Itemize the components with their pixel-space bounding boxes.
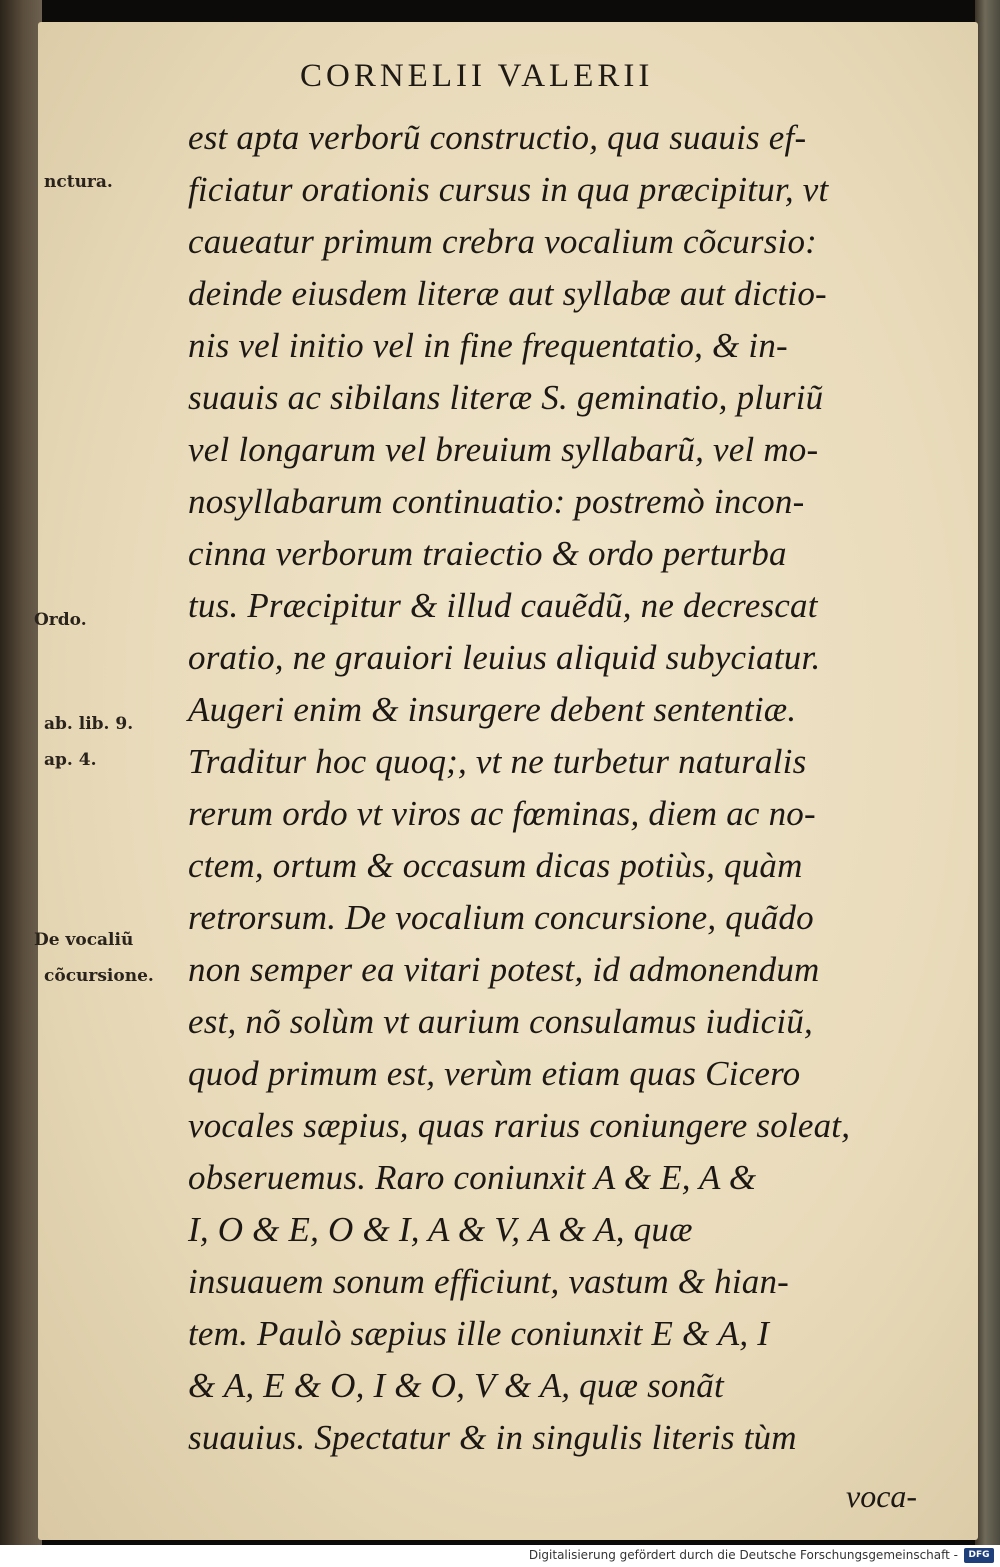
margin-note-cap: ap. 4. bbox=[44, 750, 97, 770]
text-line: cinna verborum traiectio & ordo perturba bbox=[188, 534, 787, 573]
digitization-footer bbox=[0, 1545, 1000, 1567]
book-right-edge bbox=[975, 0, 1000, 1545]
text-line: vocales sæpius, quas rarius coniungere soleat, bbox=[188, 1106, 851, 1145]
catchword: voca- bbox=[846, 1478, 918, 1514]
text-line: rerum ordo vt viros ac fœminas, diem ac no- bbox=[188, 794, 816, 833]
text-line: nis vel initio vel in fine frequentatio, & in- bbox=[188, 326, 788, 365]
text-line: suauis ac sibilans literæ S. geminatio, pluriũ bbox=[188, 378, 824, 417]
text-line: caueatur primum crebra vocalium cõcursio: bbox=[188, 222, 818, 261]
text-line: oratio, ne grauiori leuius aliquid subyciatur. bbox=[188, 638, 821, 677]
text-line: est apta verborũ constructio, qua suauis ef- bbox=[188, 118, 807, 157]
dfg-logo-icon: DFG bbox=[964, 1548, 994, 1563]
text-line: deinde eiusdem literæ aut syllabæ aut dictio- bbox=[188, 274, 827, 313]
text-line: & A, E & O, I & O, V & A, quæ sonãt bbox=[188, 1366, 724, 1405]
text-line: tem. Paulò sæpius ille coniunxit E & A, I bbox=[188, 1314, 770, 1353]
text-line: obseruemus. Raro coniunxit A & E, A & bbox=[188, 1158, 757, 1197]
text-line: non semper ea vitari potest, id admonendum bbox=[188, 950, 820, 989]
text-line: est, nõ solùm vt aurium consulamus iudiciũ, bbox=[188, 1002, 813, 1041]
text-line: tus. Præcipitur & illud cauẽdũ, ne decrescat bbox=[188, 586, 818, 625]
text-line: ctem, ortum & occasum dicas potiùs, quàm bbox=[188, 846, 803, 885]
margin-note-de-vocalium: De vocaliũ bbox=[34, 930, 134, 950]
running-head: CORNELII VALERII bbox=[300, 58, 654, 94]
text-line: retrorsum. De vocalium concursione, quãdo bbox=[188, 898, 814, 937]
footer-credit-text: Digitalisierung gefördert durch die Deutsche Forschungsgemeinschaft - bbox=[528, 1548, 958, 1562]
text-line: ficiatur orationis cursus in qua præcipitur, vt bbox=[188, 170, 829, 209]
text-line: quod primum est, verùm etiam quas Cicero bbox=[188, 1054, 801, 1093]
margin-note-lib: ab. lib. 9. bbox=[44, 714, 134, 734]
text-line: I, O & E, O & I, A & V, A & A, quæ bbox=[188, 1210, 693, 1249]
text-line: Traditur hoc quoq;, vt ne turbetur naturalis bbox=[188, 742, 807, 781]
text-line: nosyllabarum continuatio: postremò incon- bbox=[188, 482, 805, 521]
text-line: vel longarum vel breuium syllabarũ, vel mo- bbox=[188, 430, 819, 469]
text-line: insuauem sonum efficiunt, vastum & hian- bbox=[188, 1262, 790, 1301]
margin-note-ordo: Ordo. bbox=[34, 610, 87, 630]
margin-note-concursione: cõcursione. bbox=[44, 966, 154, 986]
margin-note-junctura: nctura. bbox=[44, 172, 113, 192]
text-line: Augeri enim & insurgere debent sententiæ. bbox=[188, 690, 797, 729]
text-line: suauius. Spectatur & in singulis literis tùm bbox=[188, 1418, 797, 1457]
book-left-edge bbox=[0, 0, 42, 1545]
